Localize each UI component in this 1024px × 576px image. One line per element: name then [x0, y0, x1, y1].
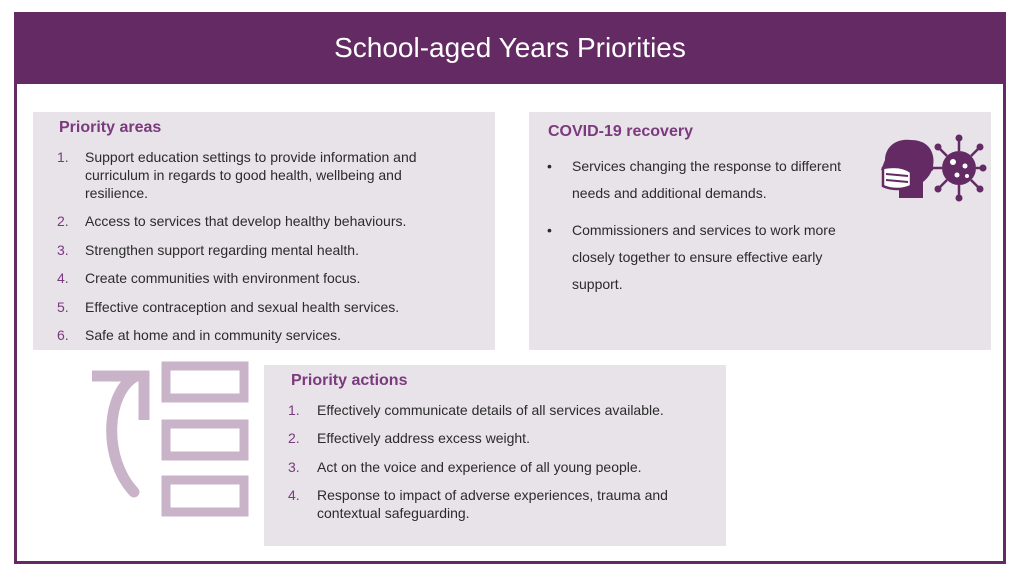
list-text: Effectively address excess weight.	[317, 430, 530, 446]
list-text: Support education settings to provide information and curriculum in regards to good health, wellbeing and resilience.	[85, 149, 417, 201]
list-number: 3.	[288, 459, 300, 475]
priority-actions-title: Priority actions	[291, 372, 408, 389]
list-number: 4.	[288, 487, 300, 503]
action-list-icon	[88, 358, 258, 518]
list-text: Act on the voice and experience of all young people.	[317, 459, 642, 475]
priority-actions-panel	[264, 365, 726, 546]
header-bar	[14, 12, 1006, 84]
covid-recovery-panel	[529, 112, 991, 350]
list-number: 2.	[288, 430, 300, 446]
list-text: Services changing the response to different needs and additional demands.	[572, 158, 842, 201]
list-number: 3.	[57, 242, 69, 258]
bullet-mark: •	[547, 222, 552, 238]
covid-recovery-title: COVID-19 recovery	[548, 123, 693, 140]
list-text: Response to impact of adverse experiences, trauma and contextual safeguarding.	[317, 487, 668, 521]
list-number: 6.	[57, 327, 69, 343]
list-text: Create communities with environment focus.	[85, 270, 361, 286]
priority-areas-title: Priority areas	[59, 119, 162, 136]
list-number: 4.	[57, 270, 69, 286]
list-number: 5.	[57, 299, 69, 315]
list-text: Strengthen support regarding mental health.	[85, 242, 359, 258]
page-title: School-aged Years Priorities	[334, 32, 686, 63]
list-text: Access to services that develop healthy behaviours.	[85, 213, 407, 229]
face-mask-virus-icon	[877, 132, 987, 204]
list-number: 1.	[57, 149, 69, 165]
list-text: Safe at home and in community services.	[85, 327, 342, 343]
list-text: Commissioners and services to work more closely together to ensure effective early support.	[572, 222, 836, 292]
list-number: 1.	[288, 402, 300, 418]
priority-areas-panel	[33, 112, 495, 350]
bullet-mark: •	[547, 158, 552, 174]
list-text: Effective contraception and sexual health services.	[85, 299, 400, 315]
list-number: 2.	[57, 213, 69, 229]
list-text: Effectively communicate details of all services available.	[317, 402, 664, 418]
